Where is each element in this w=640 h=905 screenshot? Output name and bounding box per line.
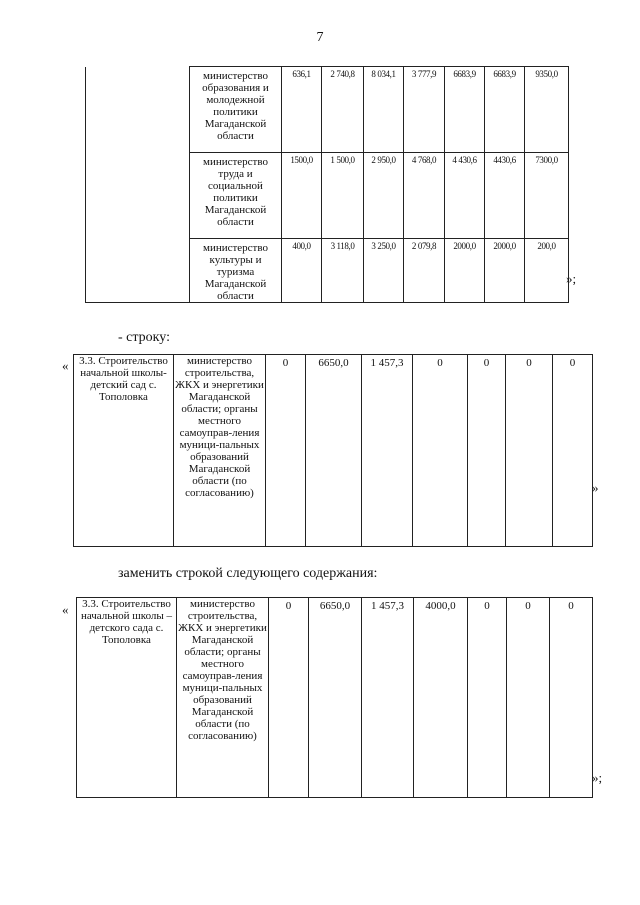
table-row bbox=[74, 355, 593, 547]
agency-cell: министерство строительства, ЖКХ и энергетики Магаданской области; органы местного самоуправ-ления муници-пальных образований Магаданской области (по согласованию) bbox=[177, 598, 269, 798]
value-cell: 4430,6 bbox=[485, 153, 525, 239]
agency-cell: министерство культуры и туризма Магаданской области bbox=[190, 239, 282, 303]
page-number: 7 bbox=[316, 30, 324, 45]
agency-cell: министерство образования и молодежной политики Магаданской области bbox=[190, 67, 282, 153]
project-name-cell: 3.3. Строительство начальной школы – детского сада с. Тополовка bbox=[77, 598, 177, 798]
project-name-cell: 3.3. Строительство начальной школы-детский сад с. Тополовка bbox=[74, 355, 174, 547]
value-cell: 6650,0 bbox=[306, 355, 362, 547]
new-row-table bbox=[76, 597, 593, 798]
old-row-table bbox=[73, 354, 593, 547]
agency-cell: министерство строительства, ЖКХ и энергетики Магаданской области; органы местного самоуправ-ления муници-пальных образований Магаданской области (по согласованию) bbox=[174, 355, 266, 547]
value-cell: 0 bbox=[506, 355, 553, 547]
value-cell: 1 457,3 bbox=[362, 598, 414, 798]
value-cell: 6650,0 bbox=[309, 598, 362, 798]
value-cell: 3 118,0 bbox=[322, 239, 364, 303]
value-cell: 636,1 bbox=[282, 67, 322, 153]
opening-quote: « bbox=[62, 602, 69, 617]
value-cell: 6683,9 bbox=[445, 67, 485, 153]
agency-cell: министерство труда и социальной политики Магаданской области bbox=[190, 153, 282, 239]
budget-table-continued bbox=[85, 66, 569, 303]
value-cell: 2 740,8 bbox=[322, 67, 364, 153]
value-cell: 0 bbox=[269, 598, 309, 798]
opening-quote: « bbox=[62, 358, 69, 373]
value-cell: 7300,0 bbox=[525, 153, 569, 239]
label-row: - строку: bbox=[118, 330, 170, 345]
value-cell: 0 bbox=[413, 355, 468, 547]
value-cell: 2000,0 bbox=[445, 239, 485, 303]
value-cell: 8 034,1 bbox=[364, 67, 404, 153]
closing-quote: »; bbox=[566, 271, 577, 286]
value-cell: 4000,0 bbox=[414, 598, 468, 798]
value-cell: 6683,9 bbox=[485, 67, 525, 153]
value-cell: 0 bbox=[468, 355, 506, 547]
value-cell: 400,0 bbox=[282, 239, 322, 303]
value-cell: 4 768,0 bbox=[404, 153, 445, 239]
value-cell: 1500,0 bbox=[282, 153, 322, 239]
value-cell: 0 bbox=[468, 598, 507, 798]
value-cell: 3 250,0 bbox=[364, 239, 404, 303]
value-cell: 3 777,9 bbox=[404, 67, 445, 153]
value-cell: 0 bbox=[266, 355, 306, 547]
value-cell: 200,0 bbox=[525, 239, 569, 303]
closing-quote: » bbox=[592, 480, 599, 495]
value-cell: 0 bbox=[507, 598, 550, 798]
closing-quote: »; bbox=[592, 770, 603, 785]
value-cell: 4 430,6 bbox=[445, 153, 485, 239]
value-cell: 2 950,0 bbox=[364, 153, 404, 239]
value-cell: 9350,0 bbox=[525, 67, 569, 153]
label-replace: заменить строкой следующего содержания: bbox=[118, 566, 378, 581]
value-cell: 2 079,8 bbox=[404, 239, 445, 303]
value-cell: 1 457,3 bbox=[362, 355, 413, 547]
blank-cell bbox=[86, 67, 190, 303]
value-cell: 2000,0 bbox=[485, 239, 525, 303]
value-cell: 0 bbox=[553, 355, 593, 547]
value-cell: 1 500,0 bbox=[322, 153, 364, 239]
value-cell: 0 bbox=[550, 598, 593, 798]
table-row bbox=[77, 598, 593, 798]
table-row bbox=[86, 67, 569, 153]
